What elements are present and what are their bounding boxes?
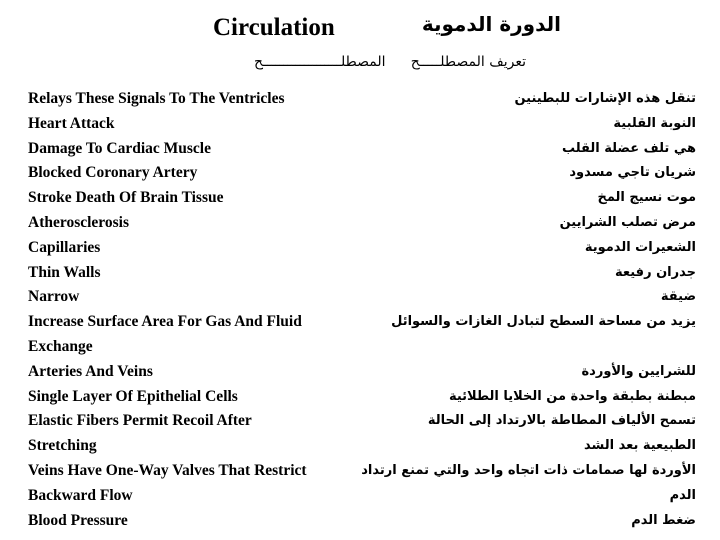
- list-item: Damage To Cardiac Muscle: [28, 139, 211, 157]
- list-item: الشعيرات الدموية: [584, 239, 696, 255]
- list-item: النوبة القلبية: [613, 115, 696, 131]
- list-item: Heart Attack: [28, 114, 115, 132]
- list-item: Relays These Signals To The Ventricles: [28, 90, 285, 107]
- list-item: Capillaries: [28, 238, 101, 256]
- list-item: Thin Walls: [28, 263, 101, 281]
- list-item: تسمح الألياف المطاطة بالارتداد إلى الحالة: [427, 413, 696, 429]
- term-column-label: المصطلـــــــــــــــــــح: [254, 54, 386, 70]
- list-item: يزيد من مساحة السطح لتبادل الغازات والسوائل: [391, 314, 696, 330]
- list-item: Backward Flow: [28, 486, 133, 504]
- english-terms-list: [28, 87, 368, 533]
- list-item: Blood Pressure: [28, 511, 128, 529]
- list-item: موت نسيج المخ: [597, 190, 696, 206]
- list-item: Arteries And Veins: [28, 362, 153, 380]
- page-title-ar: الدورة الدموية: [421, 12, 561, 36]
- list-item: Narrow: [28, 288, 80, 306]
- list-item: Single Layer Of Epithelial Cells: [28, 387, 238, 405]
- page-title-en: Circulation: [213, 14, 335, 41]
- list-item: Exchange: [28, 337, 93, 355]
- arabic-definitions-list: [356, 87, 696, 533]
- list-item: Stretching: [28, 437, 97, 455]
- list-item: الدم: [669, 487, 696, 503]
- list-item: شريان تاجي مسدود: [569, 165, 696, 181]
- list-item: الطبيعية بعد الشد: [584, 438, 696, 454]
- list-item: جدران رفيعة: [615, 264, 696, 280]
- list-item: للشرايين والأوردة: [581, 363, 696, 379]
- list-item: ضغط الدم: [631, 512, 696, 528]
- list-item: ضيقة: [660, 289, 696, 305]
- list-item: Increase Surface Area For Gas And Fluid: [28, 313, 302, 331]
- list-item: Stroke Death Of Brain Tissue: [28, 189, 224, 207]
- list-item: Blocked Coronary Artery: [28, 164, 198, 182]
- list-item: Elastic Fibers Permit Recoil After: [28, 412, 252, 430]
- list-item: Atherosclerosis: [28, 213, 130, 231]
- list-item: Veins Have One-Way Valves That Restrict: [28, 461, 307, 479]
- list-item: تنقل هذه الإشارات للبطينين: [514, 91, 696, 106]
- list-item: هي تلف عضلة القلب: [561, 140, 696, 156]
- list-item: مبطنة بطبقة واحدة من الخلايا الطلائية: [448, 388, 696, 404]
- list-item: الأوردة لها صمامات ذات اتجاه واحد والتي تمنع ارتداد: [361, 462, 696, 478]
- definition-column-label: تعريف المصطلـــــح: [410, 54, 526, 70]
- list-item: مرض تصلب الشرايين: [559, 214, 696, 230]
